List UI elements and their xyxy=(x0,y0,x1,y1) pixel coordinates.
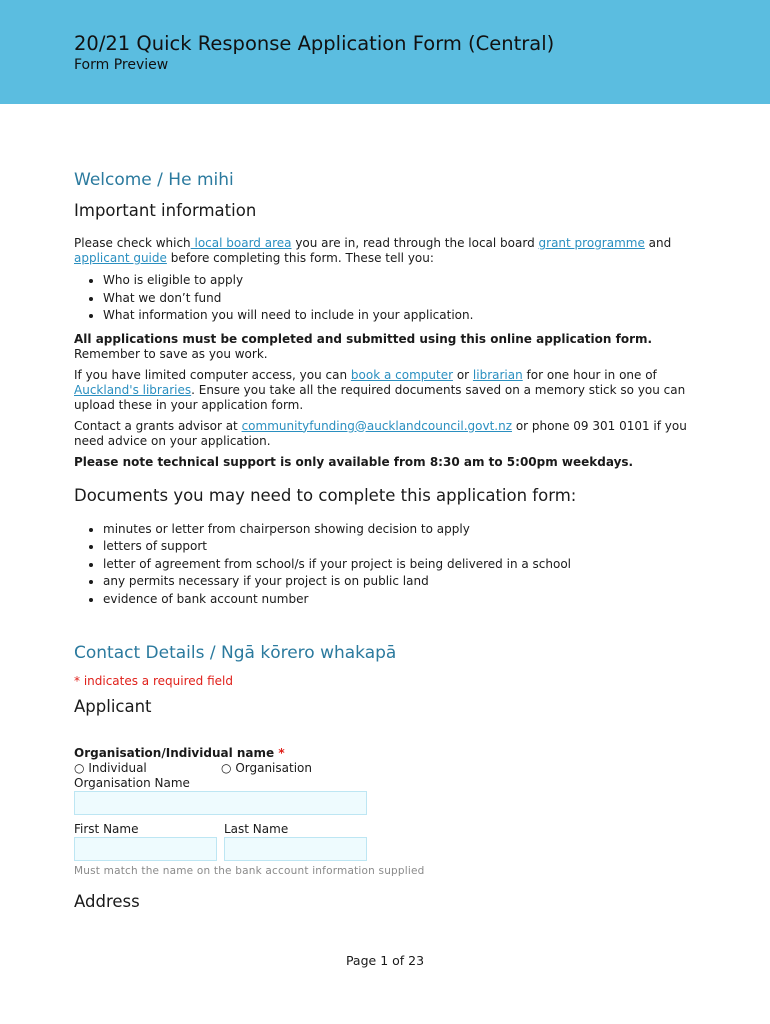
submission-notice-bold: All applications must be completed and submitted using this online application form. xyxy=(74,331,653,346)
radio-circle-icon[interactable]: ○ xyxy=(221,761,232,775)
applicant-type-radio-group xyxy=(74,761,694,776)
documents-list xyxy=(74,521,694,609)
org-name-input[interactable] xyxy=(74,791,367,815)
radio-organisation[interactable] xyxy=(221,761,312,776)
list-item: • What information you will need to include in your application. xyxy=(103,307,694,325)
support-hours-notice: Please note technical support is only available from 8:30 am to 5:00pm weekdays. xyxy=(74,454,634,469)
form-subtitle: Form Preview xyxy=(74,57,169,73)
intro-text-3: and xyxy=(644,236,672,250)
contact-advisor-paragraph xyxy=(74,419,694,449)
org-name-label: Organisation Name xyxy=(74,776,190,790)
access-text-2: or xyxy=(453,367,473,382)
applicant-heading: Applicant xyxy=(74,697,152,716)
access-text-4: . Ensure you take all the required documents saved on a memory stick so you can upload these in your application form. xyxy=(74,382,686,412)
last-name-input[interactable] xyxy=(224,837,367,861)
contact-details-heading: Contact Details / Ngā kōrero whakapā xyxy=(74,643,397,663)
list-item: • evidence of bank account number xyxy=(103,591,694,609)
first-name-input[interactable] xyxy=(74,837,217,861)
list-item: • letters of support xyxy=(103,538,694,556)
form-content xyxy=(74,170,694,911)
computer-access-paragraph xyxy=(74,368,694,413)
book-computer-link[interactable]: book a computer xyxy=(350,367,454,382)
submission-notice xyxy=(74,332,694,362)
intro-paragraph xyxy=(74,236,694,266)
form-title: 20/21 Quick Response Application Form (Central) xyxy=(74,32,555,55)
form-header xyxy=(0,0,770,104)
save-note: Remember to save as you work. xyxy=(74,346,268,361)
radio-circle-icon[interactable]: ○ xyxy=(74,761,85,775)
name-labels-row xyxy=(74,822,694,837)
list-item: • Who is eligible to apply xyxy=(103,272,694,290)
aucklands-libraries-link[interactable]: Auckland's libraries xyxy=(74,382,192,397)
radio-individual-label: Individual xyxy=(88,761,147,775)
local-board-area-link[interactable]: local board area xyxy=(190,236,292,250)
welcome-heading: Welcome / He mihi xyxy=(74,170,234,190)
access-text-1: If you have limited computer access, you can xyxy=(74,367,351,382)
name-inputs-row xyxy=(74,837,694,861)
required-star: * xyxy=(278,746,285,760)
librarian-link[interactable]: librarian xyxy=(472,367,523,382)
last-name-label: Last Name xyxy=(224,822,289,836)
intro-text-2: you are in, read through the local board xyxy=(291,236,539,250)
org-individual-label xyxy=(74,746,694,761)
required-field-note: * indicates a required field xyxy=(74,674,233,688)
intro-text-4: before completing this form. These tell you: xyxy=(166,251,434,265)
list-item: • minutes or letter from chairperson showing decision to apply xyxy=(103,521,694,539)
intro-text-1: Please check which xyxy=(74,236,191,250)
documents-heading: Documents you may need to complete this application form: xyxy=(74,485,577,505)
address-heading: Address xyxy=(74,892,140,911)
email-link[interactable]: communityfunding@aucklandcouncil.govt.nz xyxy=(241,418,512,433)
access-text-3: for one hour in one of xyxy=(522,367,657,382)
list-item: • any permits necessary if your project is on public land xyxy=(103,573,694,591)
advisor-text-2: or phone 09 301 0101 if you need advice on your application. xyxy=(74,418,687,448)
radio-individual[interactable] xyxy=(74,761,147,776)
applicant-guide-link[interactable]: applicant guide xyxy=(74,251,167,265)
important-info-heading: Important information xyxy=(74,201,257,220)
eligibility-list xyxy=(74,272,694,325)
grant-programme-link[interactable]: grant programme xyxy=(538,236,645,250)
radio-organisation-label: Organisation xyxy=(235,761,312,775)
page-number: Page 1 of 23 xyxy=(345,953,425,968)
list-item: • letter of agreement from school/s if your project is being delivered in a school xyxy=(103,556,694,574)
first-name-label: First Name xyxy=(74,822,139,836)
org-individual-label-text: Organisation/Individual name xyxy=(74,746,275,760)
advisor-text-1: Contact a grants advisor at xyxy=(74,418,242,433)
name-help-text: Must match the name on the bank account information supplied xyxy=(74,865,425,877)
list-item: • What we don’t fund xyxy=(103,290,694,308)
